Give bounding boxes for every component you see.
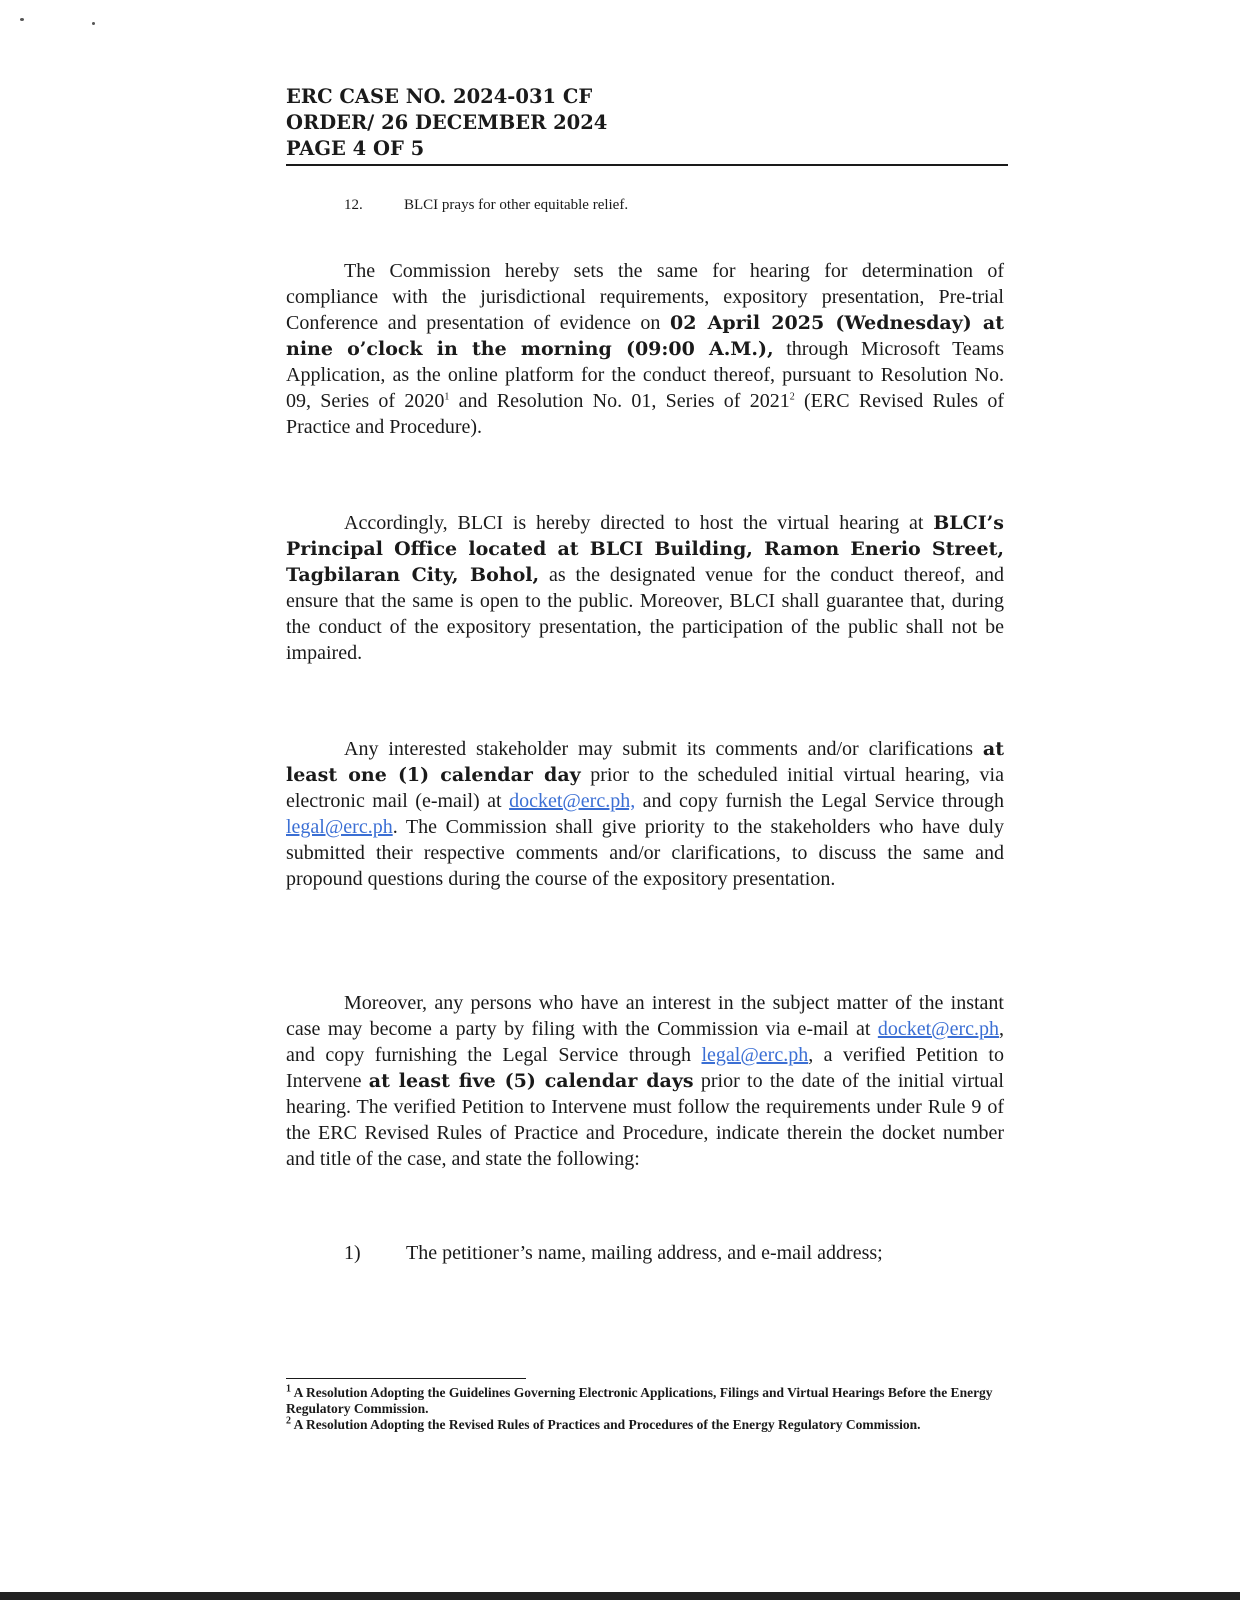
text-run: The Commission hereby sets the same for hearing for determination of compliance with the jurisdictional requirements, expository presentation, Pre-trial Conference and presentation of evidence on [286,260,1004,334]
text-run: prior to the scheduled initial virtual hearing, via electronic mail (e-mail) at [286,764,1004,812]
footnote-ref[interactable]: 1 [444,391,450,403]
text-run: . The Commission shall give priority to the stakeholders who have duly submitted their respective comments and/or clarifications, to discuss the same and propound questions during the course of the expository presentation. [286,816,1004,890]
footnote-mark: 2 [286,1415,291,1427]
list-item-number: 1) [344,1242,361,1264]
legal-email-link[interactable]: legal@erc.ph [701,1044,809,1066]
footnote-divider [286,1378,526,1379]
text-run: and Resolution No. 01, Series of 2021 [449,390,790,412]
scan-speck [92,22,95,25]
item-number: 12. [344,197,363,213]
footnotes [286,1378,1006,1433]
requirements-list [344,1240,1006,1266]
text-run: Moreover, any persons who have an interest in the subject matter of the instant case may become a party by filing with the Commission via e-mail at [286,992,1004,1040]
text-run: and copy furnish the Legal Service through [635,790,1004,812]
text-run: (ERC Revised Rules of Practice and Procedure). [286,390,1004,438]
text-run: Any interested stakeholder may submit its comments and/or clarifications [344,738,983,760]
item-text: BLCI prays for other equitable relief. [404,197,629,213]
footnote-1 [286,1385,1006,1417]
scan-edge [0,1592,1240,1600]
docket-email-link[interactable]: docket@erc.ph [877,1018,999,1040]
paragraph-comments [286,736,1004,892]
footnote-text: A Resolution Adopting the Guidelines Governing Electronic Applications, Filings and Virtual Hearings Before the Energy Regulatory Commission. [286,1385,993,1416]
order-date: ORDER/ 26 DECEMBER 2024 [286,111,608,134]
paragraph-hearing-schedule [286,258,1004,440]
list-item-12 [344,195,628,215]
page-number: PAGE 4 OF 5 [286,137,425,160]
scan-speck [20,18,24,21]
legal-email-link[interactable]: legal@erc.ph [286,816,393,838]
case-header [286,84,1008,166]
text-run: Accordingly, BLCI is hereby directed to host the virtual hearing at [344,512,934,534]
bold-run: at least one (1) calendar day [286,738,1004,786]
text-run: prior to the date of the initial virtual hearing. The verified Petition to Intervene must follow the requirements under Rule 9 of the ERC Revised Rules of Practice and Procedure, indicate therein the docket number and title of the case, and state the following: [286,1070,1004,1170]
footnote-text: A Resolution Adopting the Revised Rules of Practices and Procedures of the Energy Regulatory Commission. [291,1417,921,1432]
footnote-mark: 1 [286,1383,291,1395]
bold-run: BLCI’s Principal Office located at BLCI Building, Ramon Enerio Street, Tagbilaran City, Bohol, [286,512,1004,586]
list-item-text: The petitioner’s name, mailing address, and e-mail address; [406,1242,883,1264]
paragraph-intervention [286,990,1004,1172]
text-run: through Microsoft Teams Application, as the online platform for the conduct thereof, pursuant to Resolution No. 09, Series of 2020 [286,338,1004,412]
docket-email-link[interactable]: docket@erc.ph, [509,790,636,812]
footnote-2 [286,1417,1006,1433]
paragraph-venue [286,510,1004,666]
text-run: as the designated venue for the conduct thereof, and ensure that the same is open to the public. Moreover, BLCI shall guarantee that, during the conduct of the expository presentation, the participation of the public shall not be impaired. [286,564,1004,664]
text-run: , and copy furnishing the Legal Service through [286,1018,1004,1066]
bold-run: at least five (5) calendar days [368,1070,694,1092]
bold-run: 02 April 2025 (Wednesday) at nine o’clock in the morning (09:00 A.M.), [286,312,1005,360]
footnote-ref[interactable]: 2 [789,391,795,403]
text-run: , a verified Petition to Intervene [286,1044,1004,1092]
case-number: ERC CASE NO. 2024-031 CF [286,85,593,108]
